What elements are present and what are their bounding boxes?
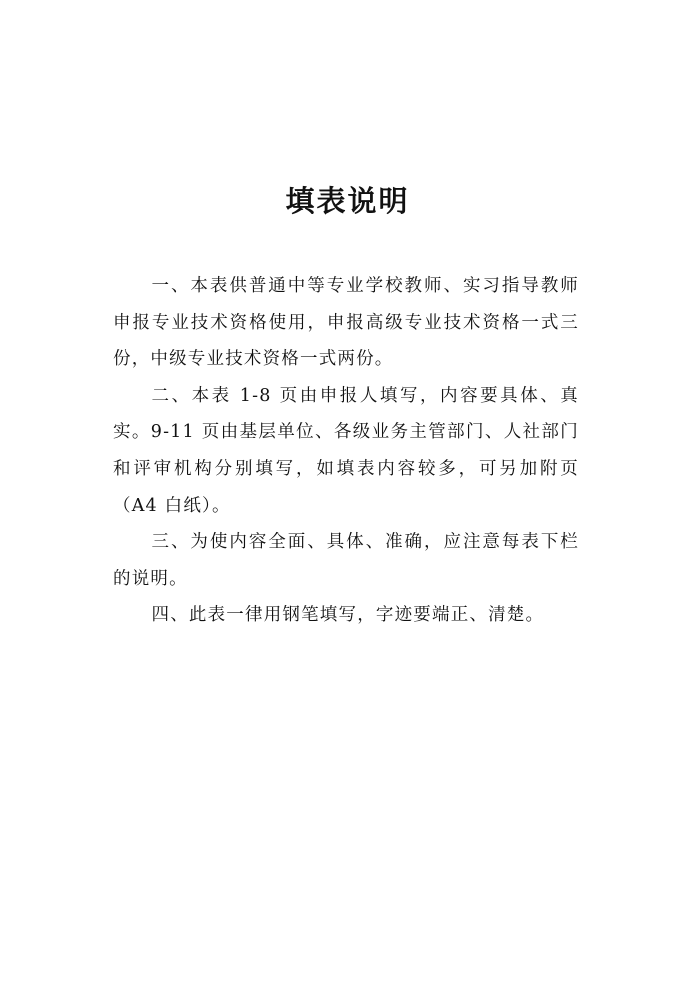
instruction-paragraph-2: 二、本表 1-8 页由申报人填写，内容要具体、真实。9-11 页由基层单位、各级业务主管部门、人社部门和评审机构分别填写，如填表内容较多，可另加附页（A4 白纸）。 [113,385,579,516]
instruction-paragraph-3: 三、为使内容全面、具体、准确，应注意每表下栏的说明。 [113,532,579,589]
instructions-body [113,268,579,634]
instruction-paragraph-4: 四、此表一律用钢笔填写，字迹要端正、清楚。 [151,605,545,626]
instruction-paragraph-1: 一、本表供普通中等专业学校教师、实习指导教师申报专业技术资格使用，申报高级专业技术资格一式三份，中级专业技术资格一式两份。 [113,276,579,370]
page-title: 填表说明 [285,184,410,218]
